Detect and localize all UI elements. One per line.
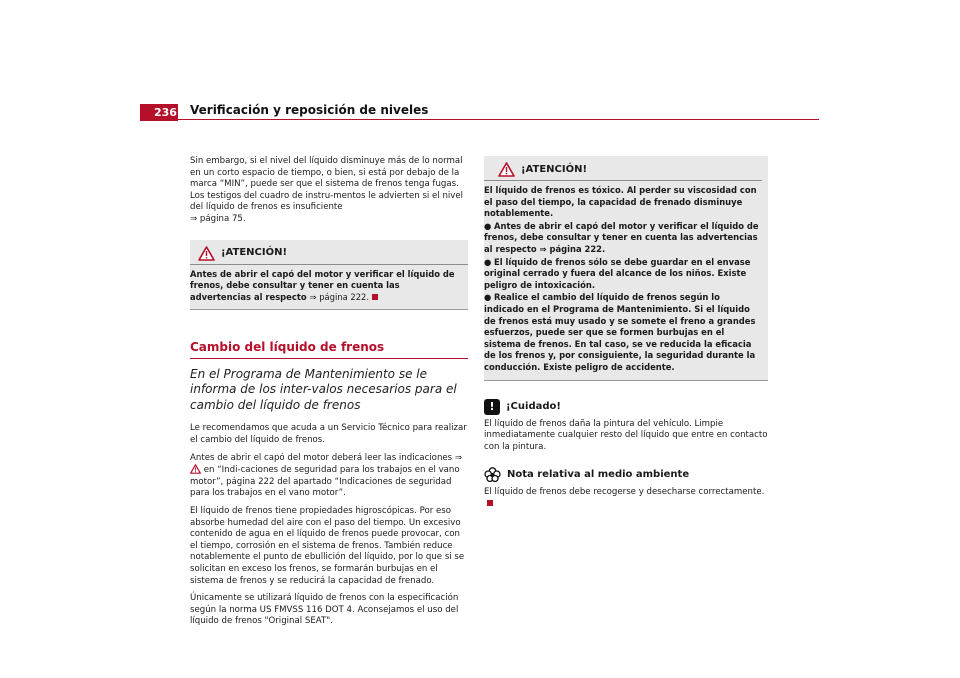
warning-title: ¡ATENCIÓN! (521, 163, 588, 175)
warning-list-item (484, 292, 762, 373)
warning-item-text: Antes de abrir el capó del motor y verificar el líquido de frenos, debe consultar y tener en cuenta las advertencias al respecto ⇒ página 222. (484, 220, 759, 254)
warning-header (484, 156, 762, 181)
bullet-icon: ● (484, 256, 492, 267)
warning-item-text: Realice el cambio del líquido de frenos según lo indicado en el Programa de Mantenimiento. Si el líquido de frenos está muy usado y se somete el freno a grandes esfuerzos, puede ser que se formen burbujas en el sistema de frenos. En tal caso, se ve reducida la eficacia de los frenos y, por consiguiente, la seguridad durante la conducción. Existe peligro de accidente. (484, 292, 756, 372)
warning-list-item (484, 257, 762, 292)
section-title: Cambio del líquido de frenos (190, 342, 468, 359)
end-of-section-mark (372, 294, 378, 300)
warning-title: ¡ATENCIÓN! (221, 247, 288, 259)
warning-header (190, 240, 468, 265)
intro-paragraph (190, 156, 468, 226)
caution-text: El líquido de frenos daña la pintura del vehículo. Limpie inmediatamente cualquier resto del líquido que entre en contacto con la pintura. (484, 418, 768, 452)
left-column (190, 156, 468, 634)
environment-header (484, 467, 768, 483)
bullet-icon: ● (484, 220, 492, 231)
section-lead: En el Programa de Mantenimiento se le informa de los inter-valos necesarios para el cambio del líquido de frenos (190, 366, 457, 412)
paragraph-1: Le recomendamos que acuda a un Servicio Técnico para realizar el cambio del líquido de frenos. (190, 423, 467, 446)
warning-list-item (484, 221, 762, 256)
warning-text: Antes de abrir el capó del motor y verificar el líquido de frenos, debe consultar y tener en cuenta las advertencias al respecto (190, 268, 455, 302)
inline-warning-icon (190, 464, 201, 474)
intro-page-link[interactable]: ⇒ página 75. (190, 213, 246, 224)
warning-item-text: El líquido de frenos sólo se debe guardar en el envase original cerrado y fuera del alcance de los niños. Existe peligro de intoxicación. (484, 256, 751, 290)
warning-box-right (484, 156, 768, 381)
exclamation-icon: ! (484, 399, 500, 415)
paragraph-3: El líquido de frenos tiene propiedades higroscópicas. Por eso absorbe humedad del aire con el paso del tiempo. Un excesivo contenido de agua en el líquido de frenos puede provocar, con el tiempo, corrosión en el sistema de frenos. También reduce notablemente el punto de ebullición del líquido, por lo que si se solicitan en exceso los frenos, se formarán burbujas en el sistema de frenos y se reducirá la capacidad de frenado. (190, 506, 465, 586)
right-column (484, 156, 768, 516)
warning-page-link[interactable]: ⇒ página 222. (309, 291, 370, 302)
caution-title: ¡Cuidado! (506, 400, 561, 412)
warning-intro: El líquido de frenos es tóxico. Al perder su viscosidad con el paso del tiempo, la capacidad de frenado disminuye notablemente. (484, 185, 757, 219)
paragraph-2 (190, 453, 468, 500)
warning-triangle-icon (498, 162, 515, 177)
environment-paragraph (484, 487, 768, 510)
bullet-icon: ● (484, 292, 492, 303)
page-number: 236 (140, 104, 178, 121)
paragraph-4: Únicamente se utilizará líquido de frenos con la especificación según la norma US FMVSS 116 DOT 4. Aconsejamos el uso del líquido de frenos "Original SEAT". (190, 593, 459, 627)
intro-text: Sin embargo, si el nivel del líquido disminuye más de lo normal en un corto espacio de tiempo, o bien, si está por debajo de la marca “MIN”, puede ser que el sistema de frenos tenga fugas. Los testigos del cuadro de instru-mentos le advierten si el nivel del líquido de frenos es insuficiente (190, 156, 464, 213)
paragraph-2-end: en “Indi-caciones de seguridad para los trabajos en el vano motor”, página 222 del apartado “Indicaciones de seguridad para los trabajos en el vano motor”. (190, 465, 460, 499)
warning-body (484, 181, 768, 380)
end-of-section-mark (487, 500, 493, 506)
paragraph-2-start: Antes de abrir el capó del motor deberá leer las indicaciones ⇒ (190, 452, 463, 463)
warning-triangle-icon (198, 246, 215, 261)
environment-text: El líquido de frenos debe recogerse y desecharse correctamente. (484, 487, 765, 498)
header-rule (140, 119, 819, 120)
caution-header (484, 399, 768, 415)
page-header-title: Verificación y reposición de niveles (190, 103, 429, 117)
environment-title: Nota relativa al medio ambiente (507, 469, 690, 481)
warning-box-left (190, 240, 468, 311)
warning-body (190, 265, 468, 310)
flower-environment-icon (484, 467, 501, 483)
